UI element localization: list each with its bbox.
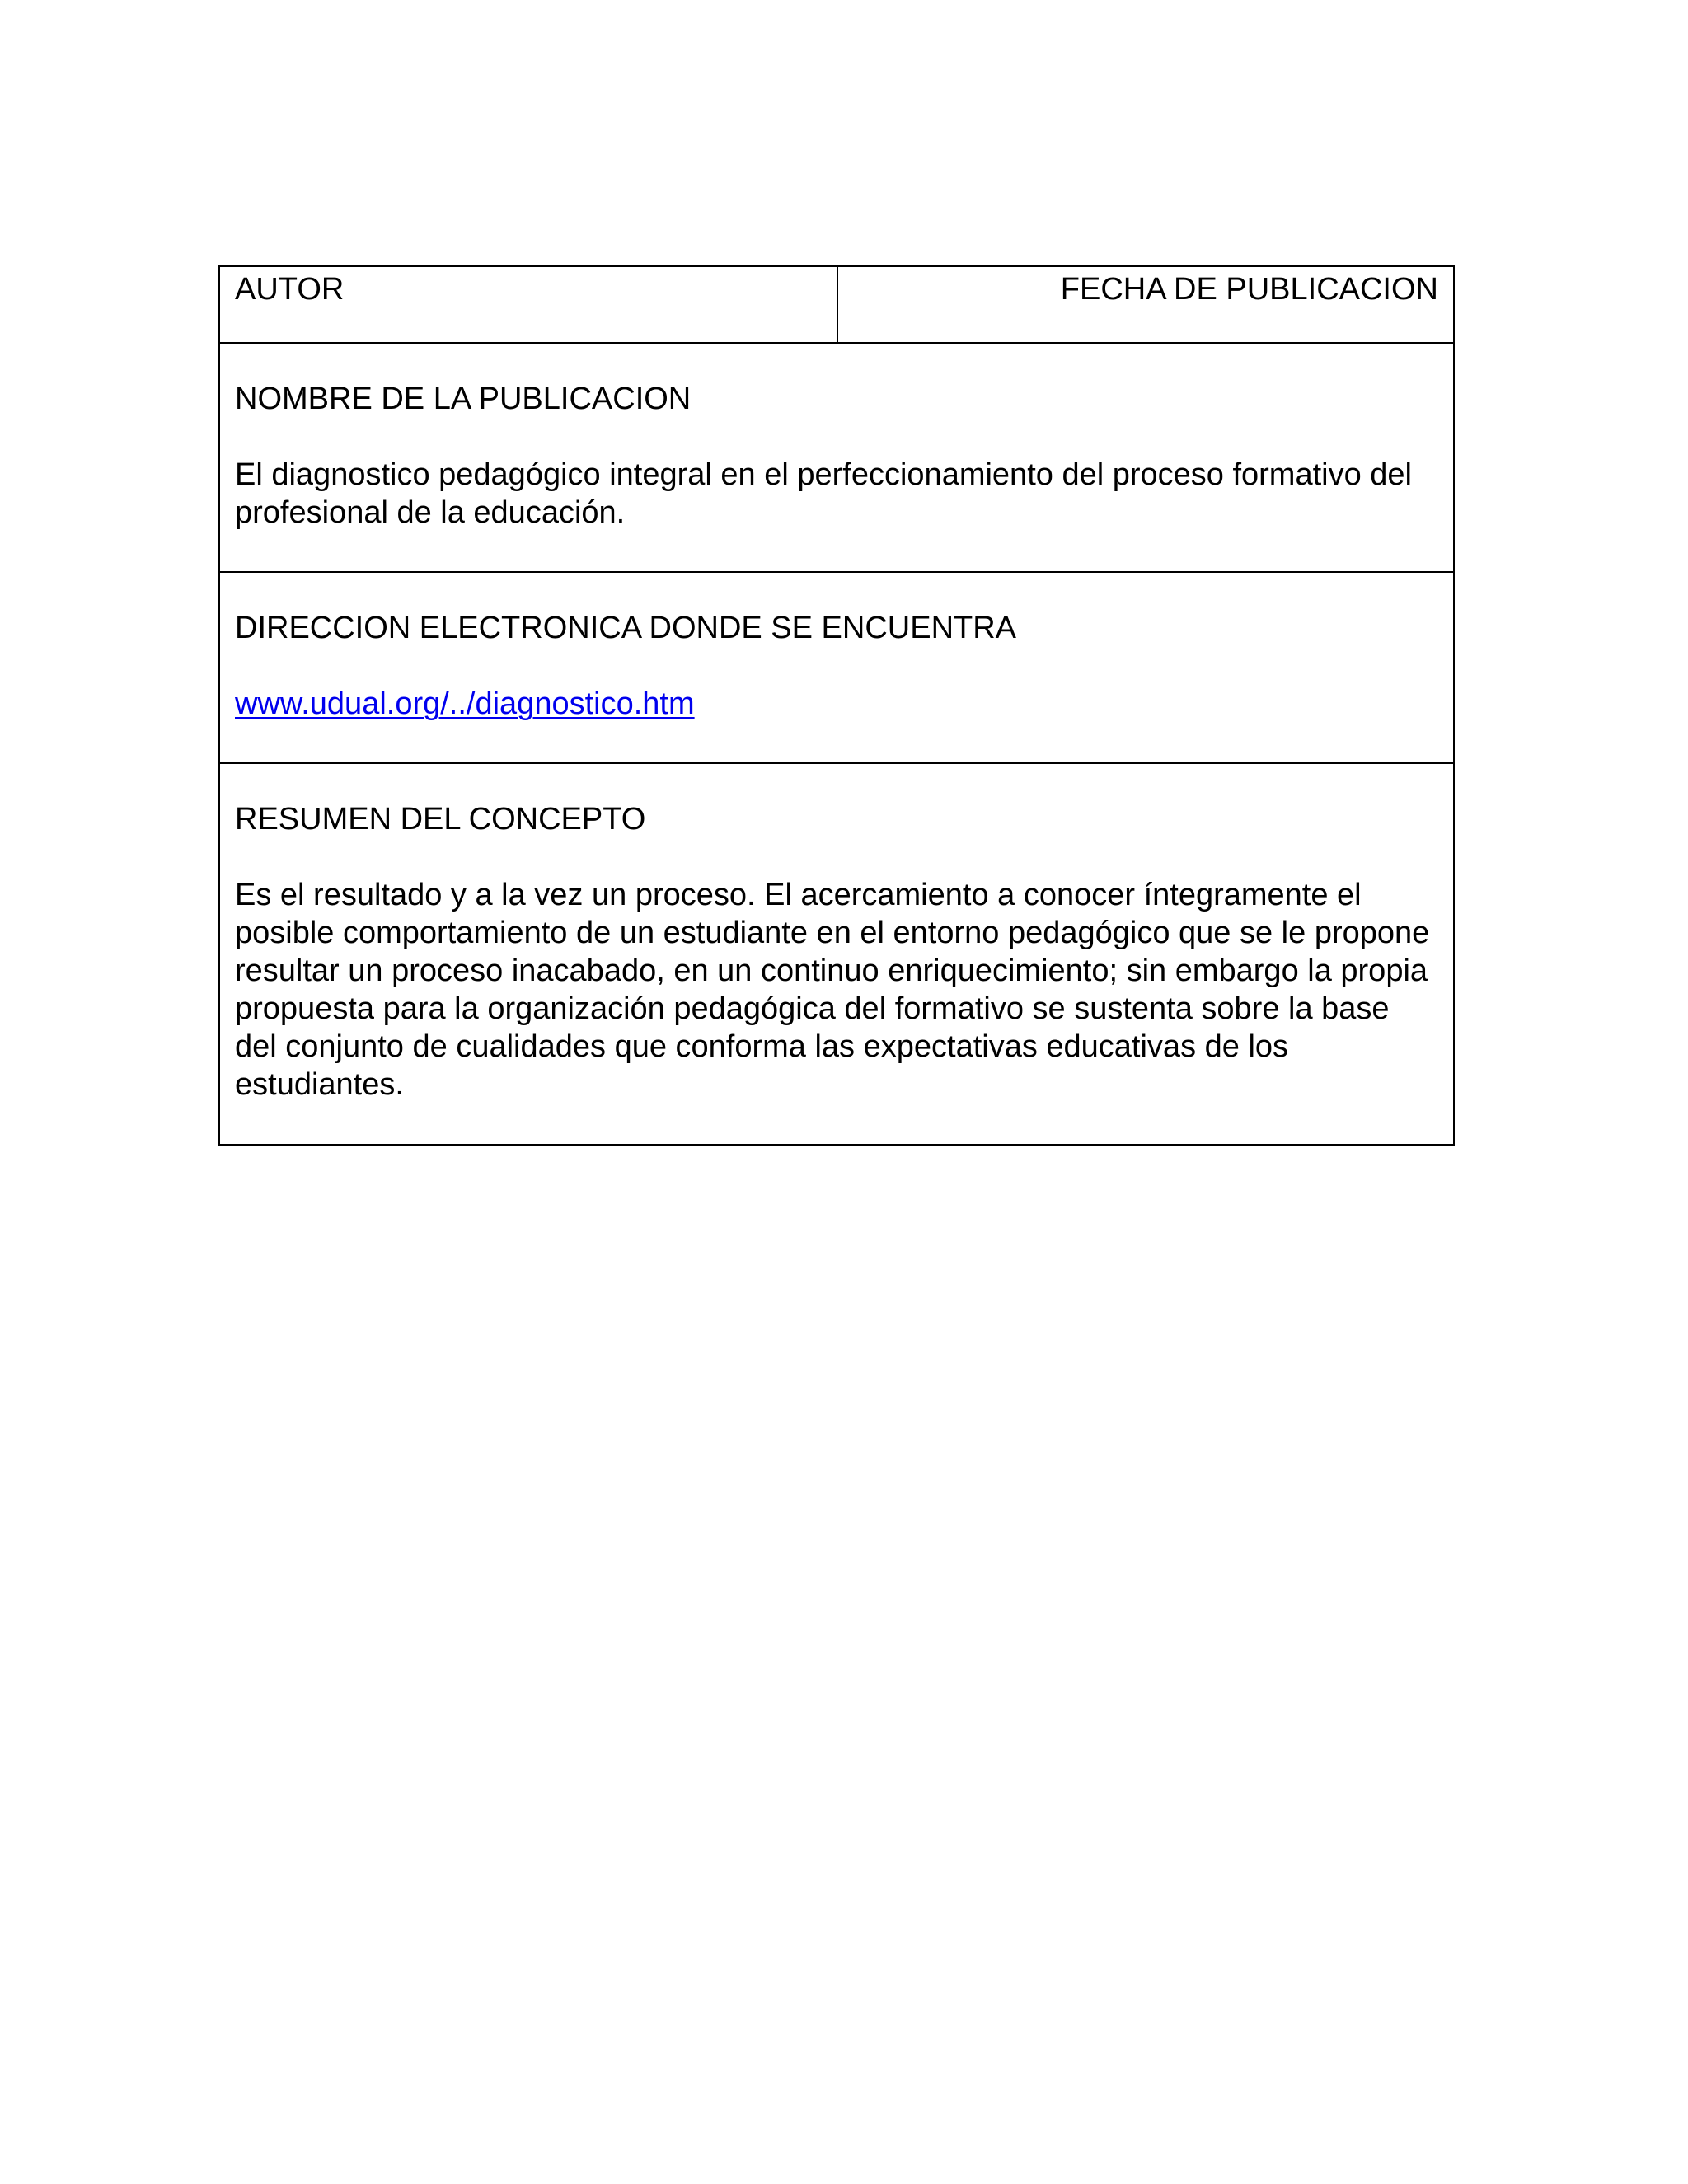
publication-date-label: FECHA DE PUBLICACION [1060, 272, 1438, 307]
date-cell [838, 267, 1453, 342]
bibliographic-card [218, 265, 1455, 1146]
author-date-row [220, 267, 1453, 344]
web-address-section [220, 573, 1453, 764]
author-cell [220, 267, 838, 342]
concept-summary-section [220, 764, 1453, 1144]
concept-summary-heading: RESUMEN DEL CONCEPTO [235, 802, 646, 837]
web-address-heading: DIRECCION ELECTRONICA DONDE SE ENCUENTRA [235, 611, 1017, 645]
author-label: AUTOR [235, 272, 345, 307]
publication-name-value: El diagnostico pedagógico integral en el perfeccionamiento del proceso formativo del profesional de la educación. [235, 457, 1412, 530]
publication-name-section [220, 344, 1453, 573]
publication-name-heading: NOMBRE DE LA PUBLICACION [235, 382, 692, 416]
web-address-link[interactable]: www.udual.org/../diagnostico.htm [235, 687, 695, 721]
concept-summary-text: Es el resultado y a la vez un proceso. El acercamiento a conocer íntegramente el posible comportamiento de un estudiante en el entorno pedagógico que se le propone resultar un proceso inacabado, en un continuo enriquecimiento; sin embargo la propia propuesta para la organización pedagógica del formativo se sustenta sobre la base del conjunto de cualidades que conforma las expectativas educativas de los estudiantes. [235, 878, 1430, 1102]
